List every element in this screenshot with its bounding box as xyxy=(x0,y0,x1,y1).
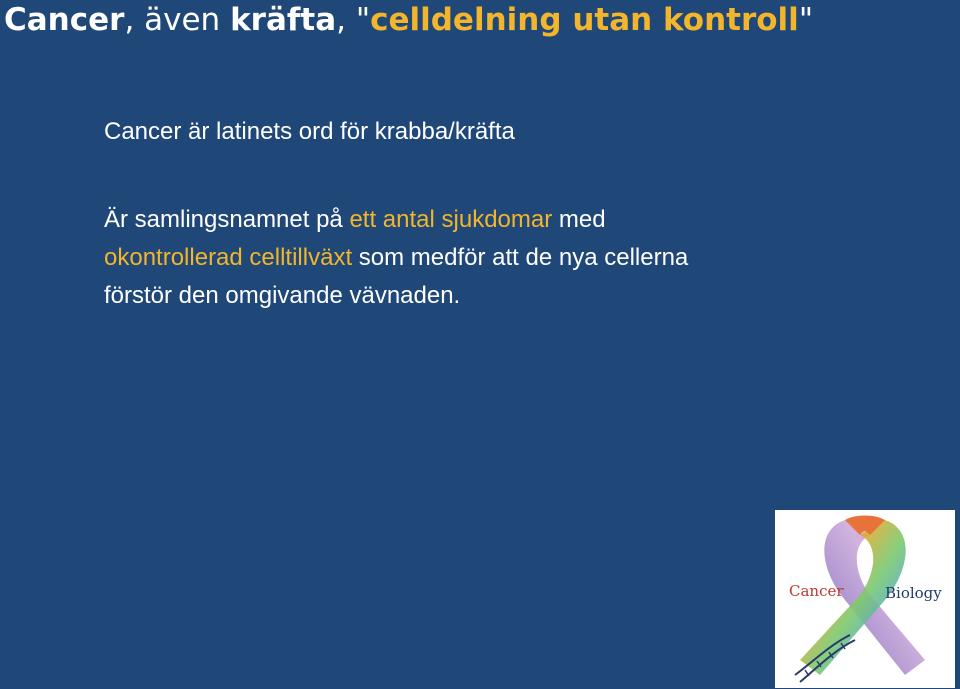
paragraph-latin-origin: Cancer är latinets ord för krabba/kräfta xyxy=(104,118,515,145)
slide-title xyxy=(4,0,813,40)
logo-word-biology: Biology xyxy=(885,584,942,602)
definition-highlight-growth: okontrollerad celltillväxt xyxy=(104,244,353,271)
definition-seg1: Är samlingsnamnet på xyxy=(104,206,350,233)
definition-seg5: som medför att de nya cellerna förstör den omgivande vävnaden. xyxy=(104,244,689,309)
ribbon-dna-icon xyxy=(775,510,955,688)
cancer-biology-logo xyxy=(775,510,955,688)
definition-seg3: med xyxy=(552,206,606,233)
title-aven: , även xyxy=(124,2,231,38)
title-cancer: Cancer xyxy=(4,2,125,38)
title-quote-open: , " xyxy=(336,2,371,38)
title-highlight: celldelning utan kontroll xyxy=(370,2,799,38)
definition-highlight-diseases: ett antal sjukdomar xyxy=(349,206,553,233)
title-krafta: kräfta xyxy=(230,2,337,38)
paragraph-definition xyxy=(104,201,744,315)
title-quote-close: " xyxy=(798,2,814,38)
logo-word-cancer: Cancer xyxy=(789,582,844,600)
